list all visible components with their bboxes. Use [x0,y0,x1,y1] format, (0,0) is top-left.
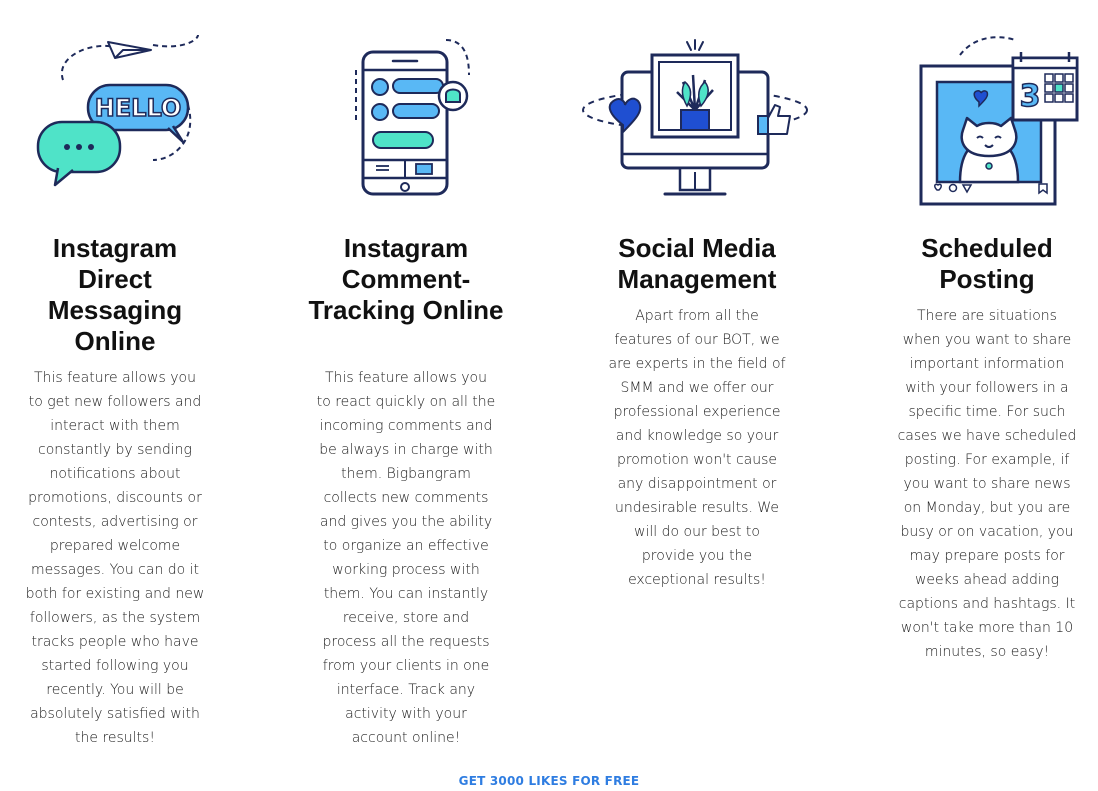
feature-title: Instagram Comment-Tracking Online [308,233,504,325]
feature-description: Apart from all the features of our BOT, we are experts in the field of SMM and we offer our professional experience and knowledge so your promotion won't cause any disappointment or undesirable results. We will do our best to provide you the exceptional results! [608,308,786,588]
calendar-post-icon [915,30,1087,210]
feature-description: This feature allows you to get new followers and interact with them constantly by sending notifications about promotions, discounts or contests, advertising or prepared welcome messages. You can do it both for existing and new followers, as the system tracks people who have started following you recently. You will be absolutely satisfied with the results! [25,370,205,746]
feature-description: This feature allows you to react quickly on all the incoming comments and be always in charge with them. Bigbangram collects new comments and gives you the ability to organize an effective working process with them. You can instantly receive, store and process all the requests from your clients in one interface. Track any activity with your account online! [316,370,496,746]
svg-text:HELLO: HELLO [94,94,182,122]
get-free-likes-link[interactable]: GET 3000 LIKES FOR FREE [458,774,640,788]
feature-title: Social Media Management [617,233,777,294]
svg-text:3: 3 [1019,79,1041,114]
feature-description: There are situations when you want to share important information with your followers in a specific time. For such cases we have scheduled posting. For example, if you want to share news on Monday, but you are busy or on vacation, you may prepare posts for weeks ahead adding captions and hashtags. It won't take more than 10 minutes, so easy! [897,308,1077,660]
chat-bubbles-icon [33,30,218,190]
feature-title: Instagram Direct Messaging Online [47,233,183,356]
feature-title: Scheduled Posting [921,233,1053,294]
phone-comments-icon [351,30,481,200]
monitor-plant-icon [575,30,815,205]
